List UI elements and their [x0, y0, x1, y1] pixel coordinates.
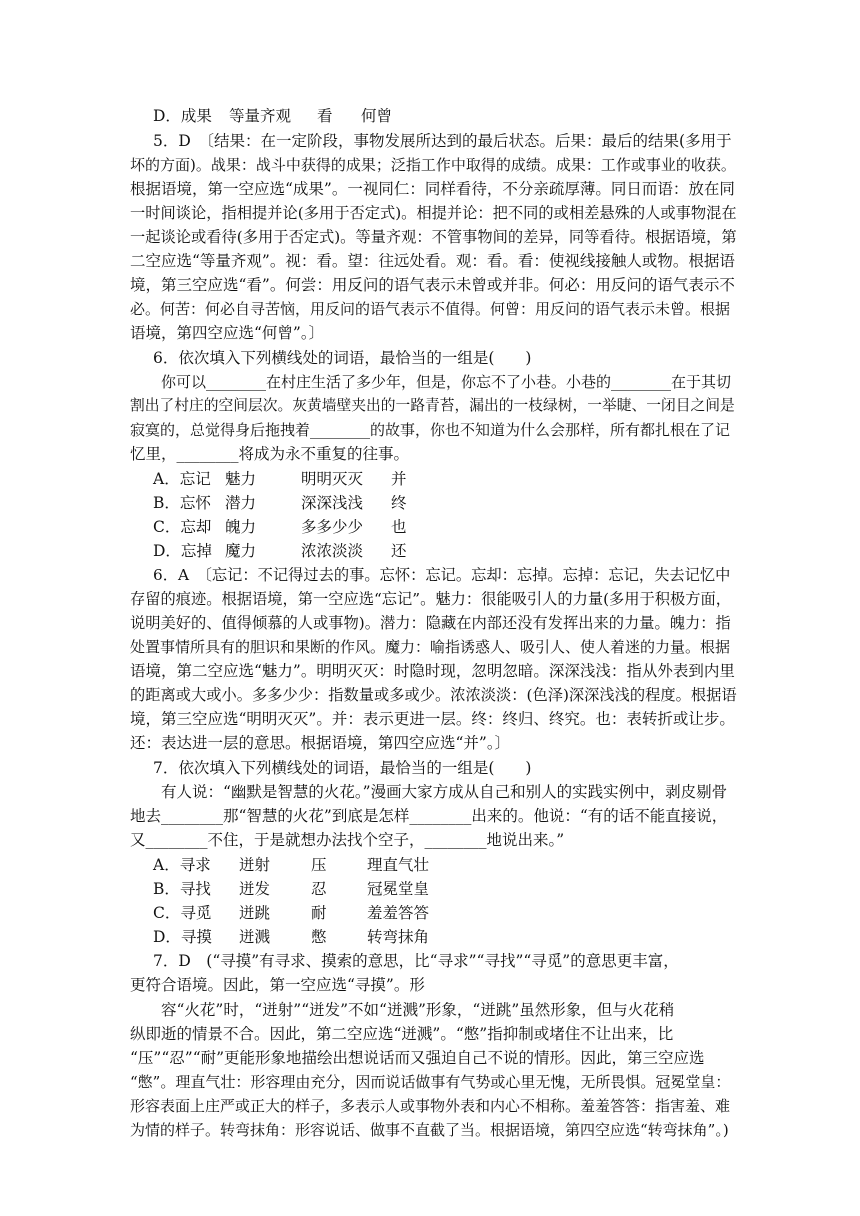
option-word: 魔力: [225, 542, 257, 560]
option-word: 迸射: [239, 856, 271, 874]
q5-answer-line: 5．D 〔结果：在一定阶段，事物发展所达到的最后状态。后果：最后的结果(多用于: [153, 132, 732, 150]
q7-passage-line: 有人说：“幽默是智慧的火花。”漫画大家方成从自己和别人的实践实例中，剥皮剔骨: [161, 783, 728, 801]
q6-answer-line: 语境，第二空应选“魅力”。明明灭灭：时隐时现，忽明忽暗。深深浅浅：指从外表到内里: [130, 662, 735, 680]
q6-answer-line: 境，第三空应选“明明灭灭”。并：表示更进一层。终：终归、终究。也：表转折或让步。: [130, 710, 735, 728]
option-label: C．忘却: [153, 518, 212, 536]
q7-passage-line: 地去________那“智慧的火花”到底是怎样________出来的。他说：“有的话不能直接说，: [130, 807, 728, 825]
q5-answer-line: 一起谈论或看待(多用于否定式)。等量齐观：不管事物间的差异，同等看待。根据语境，第: [130, 228, 737, 246]
q6-answer-line: 的距离或大或小。多多少少：指数量或多或少。浓浓淡淡：(色泽)深深浅浅的程度。根据语: [130, 686, 737, 704]
q7-answer-line: 为情的样子。转弯抹角：形容说话、做事不直截了当。根据语境，第四空应选“转弯抹角”。): [130, 1121, 729, 1139]
option-label: D．寻摸: [153, 928, 212, 946]
option-label: C．寻觅: [153, 904, 212, 922]
option-word: 迸溅: [239, 928, 271, 946]
q6-passage-line: 寂寞的，总觉得身后拖拽着________的故事，你也不知道为什么会那样，所有都扎根在了记: [130, 421, 731, 439]
q6-passage-line: 割出了村庄的空间层次。灰黄墙壁夹出的一路青苔，漏出的一枝绿树，一举睫、一闭目之间是: [130, 397, 735, 414]
q7-answer-line: “憋”。理直气壮：形容理由充分，因而说话做事有气势或心里无愧，无所畏惧。冠冕堂皇：: [130, 1073, 731, 1091]
option-word: 明明灭灭: [301, 470, 364, 488]
option-word: 并: [391, 470, 407, 488]
option-label: B．寻找: [153, 880, 211, 898]
option-word: 憋: [311, 928, 327, 946]
q7-option-c: [153, 903, 759, 923]
option-word: 耐: [311, 904, 327, 922]
q6-option-a: [153, 469, 759, 489]
option-label: D．成果: [153, 107, 212, 125]
q6-option-b: [153, 493, 759, 513]
option-word: 理直气壮: [367, 856, 430, 874]
q6-passage-line: 你可以________在村庄生活了多少年，但是，你忘不了小巷。小巷的________在于其切: [161, 373, 732, 391]
option-label: A．寻求: [153, 856, 211, 874]
option-word: 多多少少: [301, 518, 364, 536]
option-word: 迸跳: [239, 904, 271, 922]
option-word: 何曾: [361, 107, 393, 125]
option-word: 迸发: [239, 880, 271, 898]
q5-answer-line: 语境，第四空应选“何曾”。〕: [130, 324, 325, 342]
option-word: 压: [311, 856, 327, 874]
option-word: 魅力: [225, 470, 257, 488]
q6-option-c: [153, 517, 759, 537]
q6-option-d: [153, 541, 759, 561]
q6-answer-line: 存留的痕迹。根据语境，第一空应选“忘记”。魅力：很能吸引人的力量(多用于积极方面，: [130, 590, 732, 608]
q7-passage-line: 又________不住，于是就想办法找个空子，________地说出来。”: [130, 831, 565, 849]
q6-answer-line: 6．A 〔忘记：不记得过去的事。忘怀：忘记。忘却：忘掉。忘掉：忘记，失去记忆中: [153, 566, 731, 584]
option-word: 浓浓淡淡: [301, 542, 364, 560]
q7-answer-line: 7．D (“寻摸”有寻求、摸索的意思，比“寻求”“寻找”“寻觅”的意思更丰富，: [153, 952, 679, 970]
option-word: 潜力: [225, 494, 257, 512]
option-word: 看: [317, 107, 333, 125]
q6-answer-line: 处置事情所具有的胆识和果断的作风。魔力：喻指诱惑人、吸引人、使人着迷的力量。根据: [130, 638, 731, 656]
option-word: 忍: [311, 880, 327, 898]
q7-answer-line: 形容表面上庄严或正大的样子，多表示人或事物外表和内心不相称。羞羞答答：指害羞、难: [130, 1097, 731, 1115]
q7-answer-line: 更符合语境。因此，第一空应选“寻摸”。形: [130, 976, 425, 994]
option-word: 终: [391, 494, 407, 512]
option-word: 魄力: [225, 518, 257, 536]
q7-stem: 7．依次填入下列横线处的词语，最恰当的一组是( ): [153, 759, 532, 777]
q5-answer-line: 必。何苦：何必自寻苦恼，用反问的语气表示不值得。何曾：用反问的语气表示未曾。根据: [130, 300, 731, 318]
option-label: B．忘怀: [153, 494, 211, 512]
q5-answer-line: 根据语境，第一空应选“成果”。一视同仁：同样看待，不分亲疏厚薄。同日而语：放在同: [130, 180, 735, 198]
option-word: 还: [391, 542, 407, 560]
q6-answer-line: 说明美好的、值得倾慕的人或事物)。潜力：隐藏在内部还没有发挥出来的力量。魄力：指: [130, 614, 731, 632]
q6-stem: 6．依次填入下列横线处的词语，最恰当的一组是( ): [153, 349, 532, 367]
option-word: 也: [391, 518, 407, 536]
q7-option-d: [153, 927, 759, 947]
option-word: 冠冕堂皇: [367, 880, 430, 898]
option-word: 羞羞答答: [367, 904, 430, 922]
q5-answer-line: 一时间谈论，指相提并论(多用于否定式)。相提并论：把不同的或相差悬殊的人或事物混在: [130, 204, 737, 222]
option-label: A．忘记: [153, 470, 211, 488]
q7-answer-line: 容“火花”时，“迸射”“迸发”不如“迸溅”形象，“迸跳”虽然形象，但与火花稍: [161, 1001, 675, 1019]
q7-answer-line: “压”“忍”“耐”更能形象地描绘出想说话而又强迫自己不说的情形。因此，第三空应选: [130, 1049, 705, 1067]
q6-answer-line: 还：表达进一层的意思。根据语境，第四空应选“并”。〕: [130, 734, 511, 752]
q5-option-d: [153, 106, 759, 126]
q7-option-b: [153, 879, 759, 899]
option-word: 等量齐观: [229, 107, 292, 125]
q6-passage-line: 忆里，________将成为永不重复的往事。: [130, 445, 410, 463]
option-label: D．忘掉: [153, 542, 212, 560]
option-word: 深深浅浅: [301, 494, 364, 512]
option-word: 转弯抹角: [367, 928, 430, 946]
q5-answer-line: 坏的方面)。战果：战斗中获得的成果；泛指工作中取得的成绩。成果：工作或事业的收获。: [130, 156, 736, 174]
q7-answer-line: 纵即逝的情景不合。因此，第二空应选“迸溅”。“憋”指抑制或堵住不让出来，比: [130, 1025, 674, 1043]
q5-answer-line: 二空应选“等量齐观”。视：看。望：往远处看。观：看。看：使视线接触人或物。根据语: [130, 252, 735, 270]
q5-answer-line: 境，第三空应选“看”。何尝：用反问的语气表示未曾或并非。何必：用反问的语气表示不: [130, 276, 735, 294]
q7-option-a: [153, 855, 759, 875]
